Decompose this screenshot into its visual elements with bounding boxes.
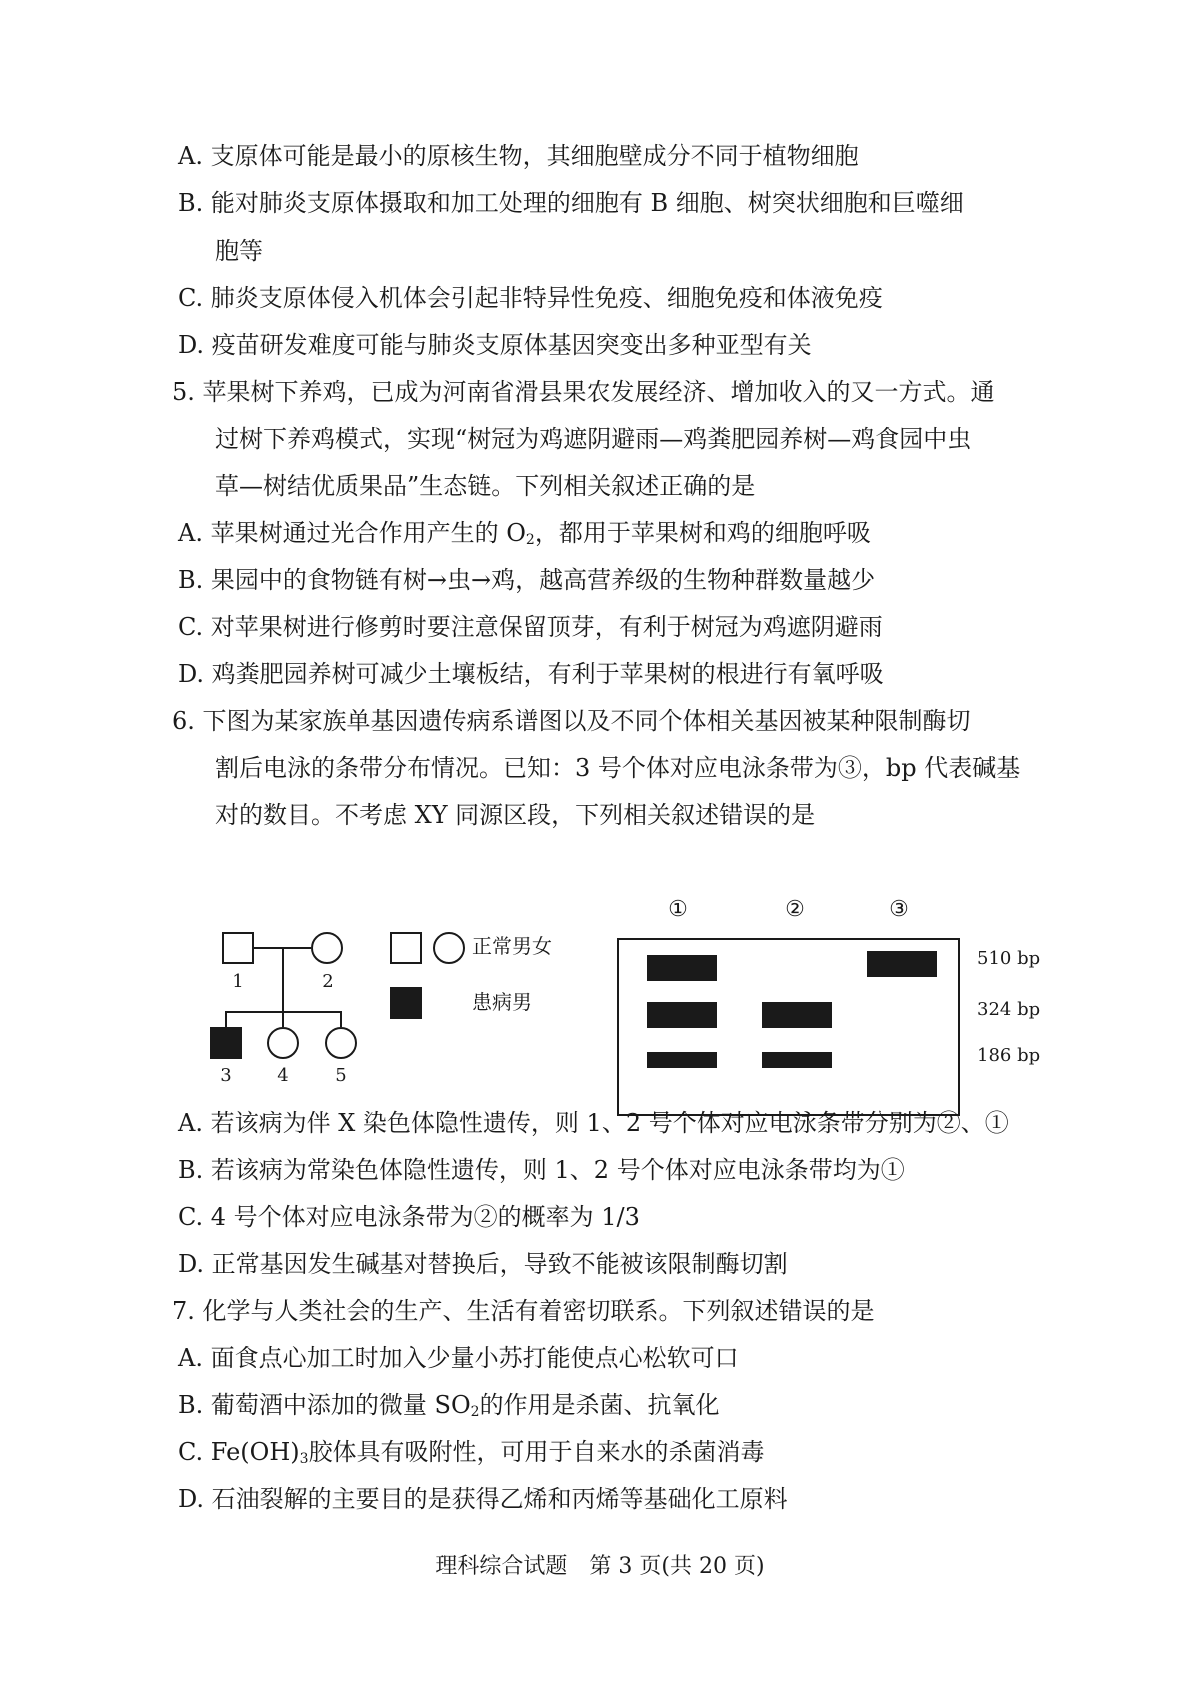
legend-normal-male-symbol (390, 932, 422, 964)
q4-option-d: D. 疫苗研发难度可能与肺炎支原体基因突变出多种亚型有关 (178, 331, 812, 359)
pedigree-label-1: 1 (232, 971, 244, 992)
pedigree-individual-5-female (325, 1027, 357, 1059)
q4-option-b-line2: 胞等 (215, 237, 263, 265)
band-lane1-510bp (647, 955, 717, 981)
size-label-186: 186 bp (977, 1045, 1041, 1066)
pedigree-label-5: 5 (335, 1065, 347, 1086)
q5-option-c: C. 对苹果树进行修剪时要注意保留顶芽，有利于树冠为鸡遮阴避雨 (178, 613, 883, 641)
legend-normal-female-symbol (433, 932, 465, 964)
q6-option-c: C. 4 号个体对应电泳条带为②的概率为 1/3 (178, 1203, 640, 1231)
q4-option-c: C. 肺炎支原体侵入机体会引起非特异性免疫、细胞免疫和体液免疫 (178, 284, 883, 312)
q6-option-a: A. 若该病为伴 X 染色体隐性遗传，则 1、2 号个体对应电泳条带分别为②、① (178, 1109, 1009, 1137)
lane-label-1: ① (668, 897, 688, 922)
page-footer: 理科综合试题 第 3 页(共 20 页) (435, 1554, 765, 1579)
q4-option-b-line1: B. 能对肺炎支原体摄取和加工处理的细胞有 B 细胞、树突状细胞和巨噬细 (178, 189, 964, 217)
child-5-connector (340, 1011, 342, 1027)
q5-option-a: A. 苹果树通过光合作用产生的 $O_2$，都用于苹果树和鸡的细胞呼吸 (178, 519, 871, 548)
q7-stem: 7. 化学与人类社会的生产、生活有着密切联系。下列叙述错误的是 (172, 1297, 875, 1325)
band-lane2-186bp (762, 1052, 832, 1068)
legend-affected-label: 患病男 (472, 990, 532, 1014)
q5-stem-line2: 过树下养鸡模式，实现“树冠为鸡遮阴避雨—鸡粪肥园养树—鸡食园中虫 (215, 425, 972, 453)
descent-line (282, 948, 284, 1012)
q7-option-a: A. 面食点心加工时加入少量小苏打能使点心松软可口 (178, 1344, 739, 1372)
q6-stem-line2: 割后电泳的条带分布情况。已知：3 号个体对应电泳条带为③，bp 代表碱基 (215, 754, 1021, 782)
child-4-connector (282, 1011, 284, 1027)
band-lane2-324bp (762, 1002, 832, 1028)
size-label-510: 510 bp (977, 948, 1041, 969)
pedigree-individual-1-male (222, 932, 254, 964)
q7-option-c: C. $Fe(OH)_3$胶体具有吸附性，可用于自来水的杀菌消毒 (178, 1438, 765, 1467)
pedigree-individual-2-female (311, 932, 343, 964)
q6-option-d: D. 正常基因发生碱基对替换后，导致不能被该限制酶切割 (178, 1250, 788, 1278)
band-lane1-324bp (647, 1002, 717, 1028)
q4-option-a: A. 支原体可能是最小的原核生物，其细胞壁成分不同于植物细胞 (178, 142, 859, 170)
lane-label-2: ② (785, 897, 805, 922)
child-3-connector (225, 1011, 227, 1027)
q5-stem-line1: 5. 苹果树下养鸡，已成为河南省滑县果农发展经济、增加收入的又一方式。通 (172, 378, 995, 406)
q5-stem-line3: 草—树结优质果品”生态链。下列相关叙述正确的是 (215, 472, 756, 500)
lane-label-3: ③ (889, 897, 909, 922)
q6-stem-line1: 6. 下图为某家族单基因遗传病系谱图以及不同个体相关基因被某种限制酶切 (172, 707, 971, 735)
legend-normal-label: 正常男女 (472, 934, 552, 958)
q7-option-d: D. 石油裂解的主要目的是获得乙烯和丙烯等基础化工原料 (178, 1485, 788, 1513)
q6-option-b: B. 若该病为常染色体隐性遗传，则 1、2 号个体对应电泳条带均为① (178, 1156, 905, 1184)
q5-option-d: D. 鸡粪肥园养树可减少土壤板结，有利于苹果树的根进行有氧呼吸 (178, 660, 884, 688)
pedigree-label-4: 4 (277, 1065, 289, 1086)
pedigree-individual-4-female (267, 1027, 299, 1059)
q6-stem-line3: 对的数目。不考虑 XY 同源区段，下列相关叙述错误的是 (215, 801, 816, 829)
pedigree-label-3: 3 (220, 1065, 232, 1086)
pedigree-individual-3-affected-male (210, 1027, 242, 1059)
q7-option-b: B. 葡萄酒中添加的微量 $SO_2$的作用是杀菌、抗氧化 (178, 1391, 720, 1420)
q5-option-b: B. 果园中的食物链有树→虫→鸡，越高营养级的生物种群数量越少 (178, 566, 876, 594)
band-lane1-186bp (647, 1052, 717, 1068)
legend-affected-male-symbol (390, 987, 422, 1019)
pedigree-label-2: 2 (322, 971, 334, 992)
size-label-324: 324 bp (977, 999, 1041, 1020)
gel-box (617, 938, 960, 1116)
band-lane3-510bp (867, 951, 937, 977)
